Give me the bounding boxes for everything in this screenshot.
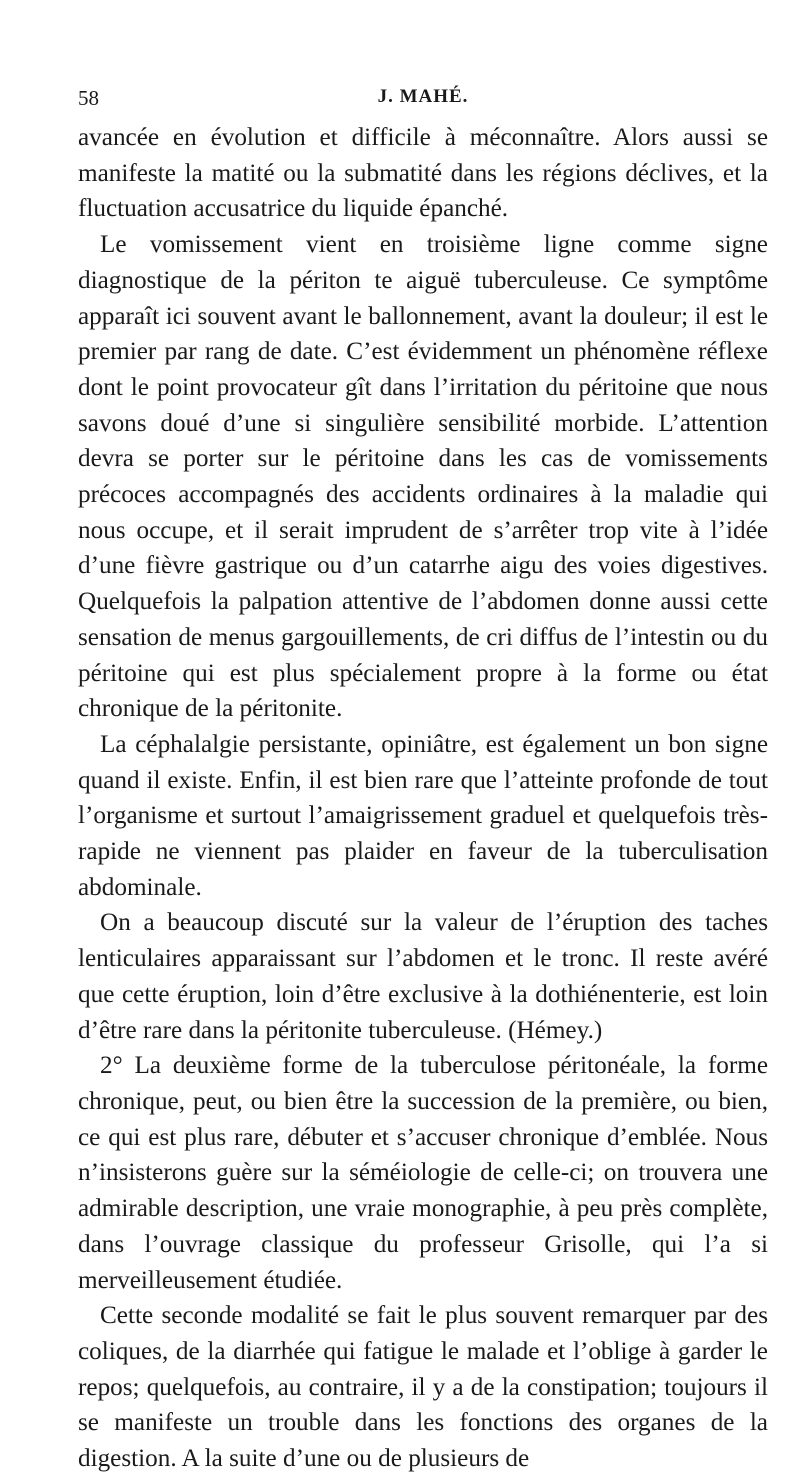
page	[78, 86, 768, 1477]
running-head: J. MAHÉ.	[377, 86, 469, 107]
body-text	[78, 120, 768, 1477]
paragraph-seconde-modalite: Cette seconde modalité se fait le plus souvent remarquer par des coliques, de la diarrhée qui fatigue le malade et l’oblige à garder le repos; quelquefois, au contraire, il y a de la constipation; toujours il se manifeste un trouble dans les fonctions des organes de la digestion. A la suite d’une ou de plusieurs de	[78, 1302, 768, 1473]
page-header	[78, 86, 768, 120]
paragraph-eruption: On a beaucoup discuté sur la valeur de l’éruption des taches lenticulaires apparaissant sur l’abdomen et le tronc. Il reste avéré que cette éruption, loin d’être exclusive à la dothiénenterie, est loin d’être rare dans la péritonite tuberculeuse. (Hémey.)	[78, 909, 768, 1044]
paragraph-vomissement: Le vomissement vient en troisième ligne comme signe diagnostique de la périton te aiguë tuberculeuse. Ce symptôme apparaît ici souvent avant le ballonnement, avant la douleur; il est le premier par rang de date. C’est évidemment un phénomène réflexe dont le point provocateur gît dans l’irritation du péritoine que nous savons doué d’une si singulière sensibilité morbide. L’attention devra se porter sur le péritoine dans les cas de vomissements précoces accompagnés des accidents ordinaires à la maladie qui nous occupe, et il serait imprudent de s’arrêter trop vite à l’idée d’une fièvre gastrique ou d’un catarrhe aigu des voies digestives. Quelquefois la palpation attentive de l’abdomen donne aussi cette sensation de menus gargouillements, de cri diffus de l’intestin ou du péritoine qui est plus spécialement propre à la forme ou état chronique de la péritonite.	[78, 231, 768, 723]
paragraph-forme-chronique: 2° La deuxième forme de la tuberculose péritonéale, la forme chronique, peut, ou bien être la succession de la première, ou bien, ce qui est plus rare, débuter et s’accuser chronique d’emblée. Nous n’insisterons guère sur la séméiologie de celle-ci; on trouvera une admirable description, une vraie monographie, à peu près complète, dans l’ouvrage classique du professeur Grisolle, qui l’a si merveilleusement étudiée.	[78, 1052, 768, 1294]
page-number: 58	[78, 86, 99, 110]
paragraph-cephalalgie: La céphalalgie persistante, opiniâtre, est également un bon signe quand il existe. Enfin, il est bien rare que l’atteinte profonde de tout l’organisme et surtout l’amaigrissement graduel et quelquefois très-rapide ne viennent pas plaider en faveur de la tuberculisation abdominale.	[78, 730, 768, 901]
paragraph-continuation: avancée en évolution et difficile à méconnaître. Alors aussi se manifeste la matité ou la submatité dans les régions déclives, et la fluctuation accusatrice du liquide épanché.	[78, 124, 768, 223]
